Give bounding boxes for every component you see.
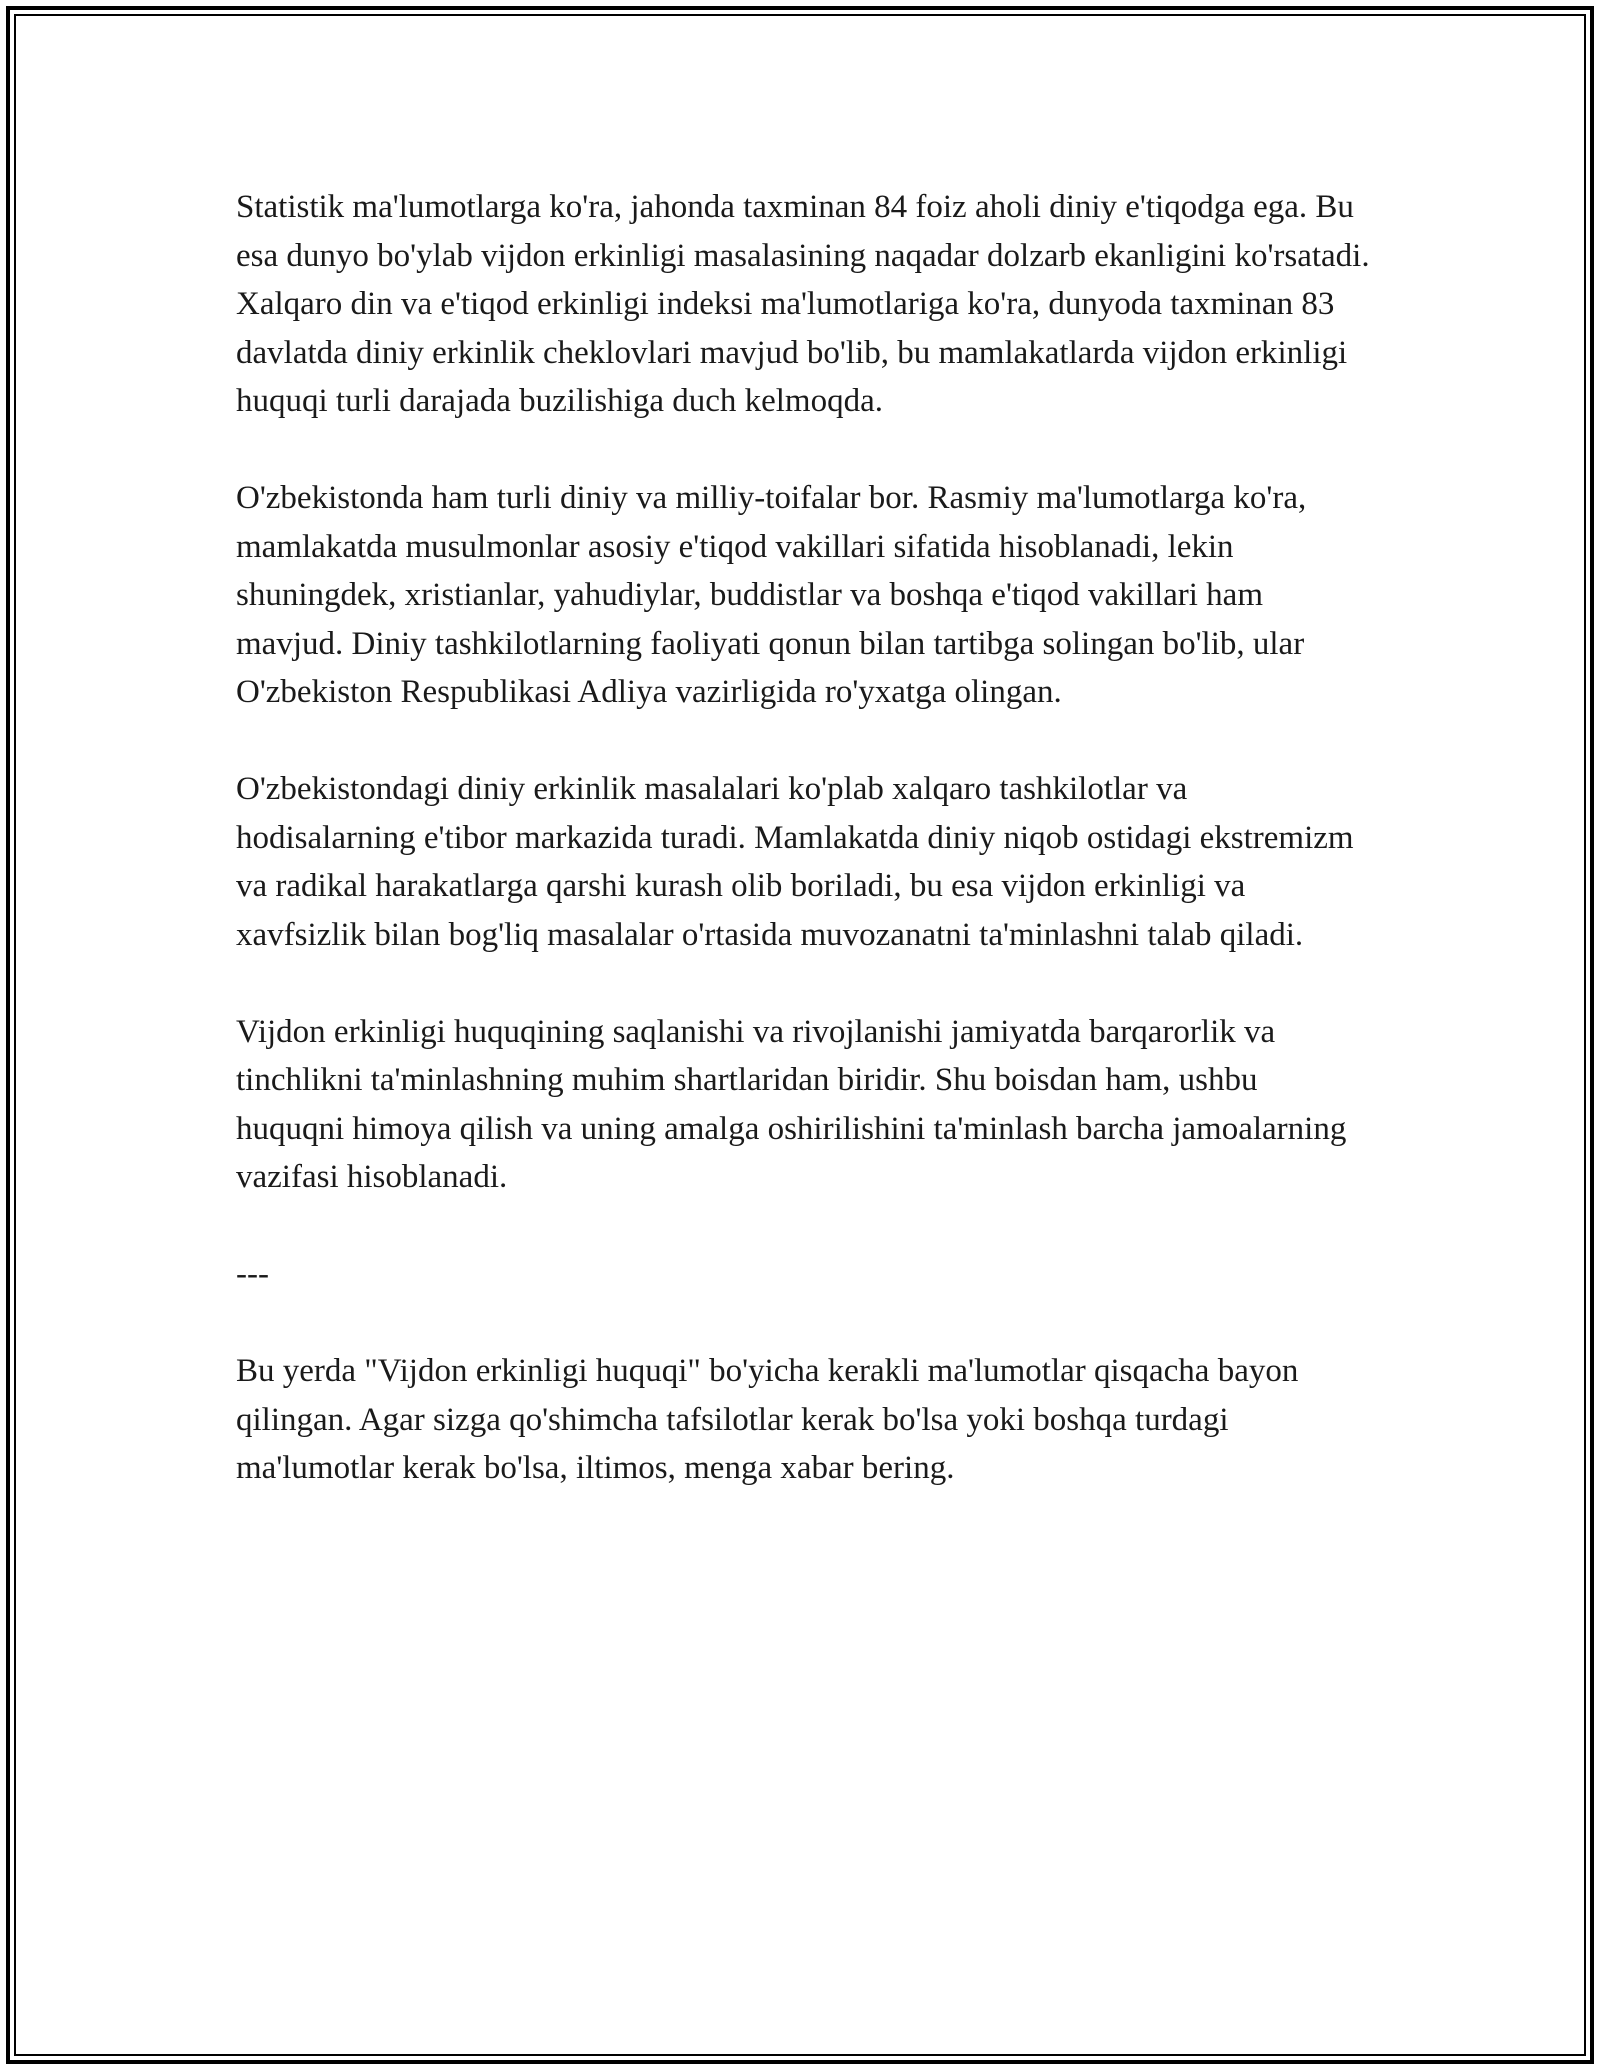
document-body (236, 183, 1371, 1541)
paragraph-conclusion: Vijdon erkinligi huquqining saqlanishi va rivojlanishi jamiyatda barqarorlik va tinchlikni ta'minlashning muhim shartlaridan biridir. Shu boisdan ham, ushbu huquqni himoya qilish va uning amalga oshirilishini ta'minlash barcha jamoalarning vazifasi hisoblanadi. (236, 1013, 1347, 1195)
paragraph-uzbekistan-religions: O'zbekistonda ham turli diniy va milliy-toifalar bor. Rasmiy ma'lumotlarga ko'ra, mamlakatda musulmonlar asosiy e'tiqod vakillari sifatida hisoblanadi, lekin shuningdek, xristianlar, yahudiylar, buddistlar va boshqa e'tiqod vakillari ham mavjud. Diniy tashkilotlarning faoliyati qonun bilan tartibga solingan bo'lib, ular O'zbekiston Respublikasi Adliya vazirligida ro'yxatga olingan. (236, 480, 1307, 710)
paragraph-religious-freedom-issues: O'zbekistondagi diniy erkinlik masalalari ko'plab xalqaro tashkilotlar va hodisalarning e'tibor markazida turadi. Mamlakatda diniy niqob ostidagi ekstremizm va radikal harakatlarga qarshi kurash olib boriladi, bu esa vijdon erkinligi va xavfsizlik bilan bog'liq masalalar o'rtasida muvozanatni ta'minlashni talab qiladi. (236, 771, 1354, 953)
section-separator: --- (236, 1256, 269, 1292)
paragraph-closing-note: Bu yerda "Vijdon erkinligi huquqi" bo'yicha kerakli ma'lumotlar qisqacha bayon qilingan. Agar sizga qo'shimcha tafsilotlar kerak bo'lsa yoki boshqa turdagi ma'lumotlar kerak bo'lsa, iltimos, menga xabar bering. (236, 1353, 1299, 1486)
paragraph-statistics: Statistik ma'lumotlarga ko'ra, jahonda taxminan 84 foiz aholi diniy e'tiqodga ega. Bu esa dunyo bo'ylab vijdon erkinligi masalasining naqadar dolzarb ekanligini ko'rsatadi. Xalqaro din va e'tiqod erkinligi indeksi ma'lumotlariga ko'ra, dunyoda taxminan 83 davlatda diniy erkinlik cheklovlari mavjud bo'lib, bu mamlakatlarda vijdon erkinligi huquqi turli darajada buzilishiga duch kelmoqda. (236, 189, 1370, 419)
